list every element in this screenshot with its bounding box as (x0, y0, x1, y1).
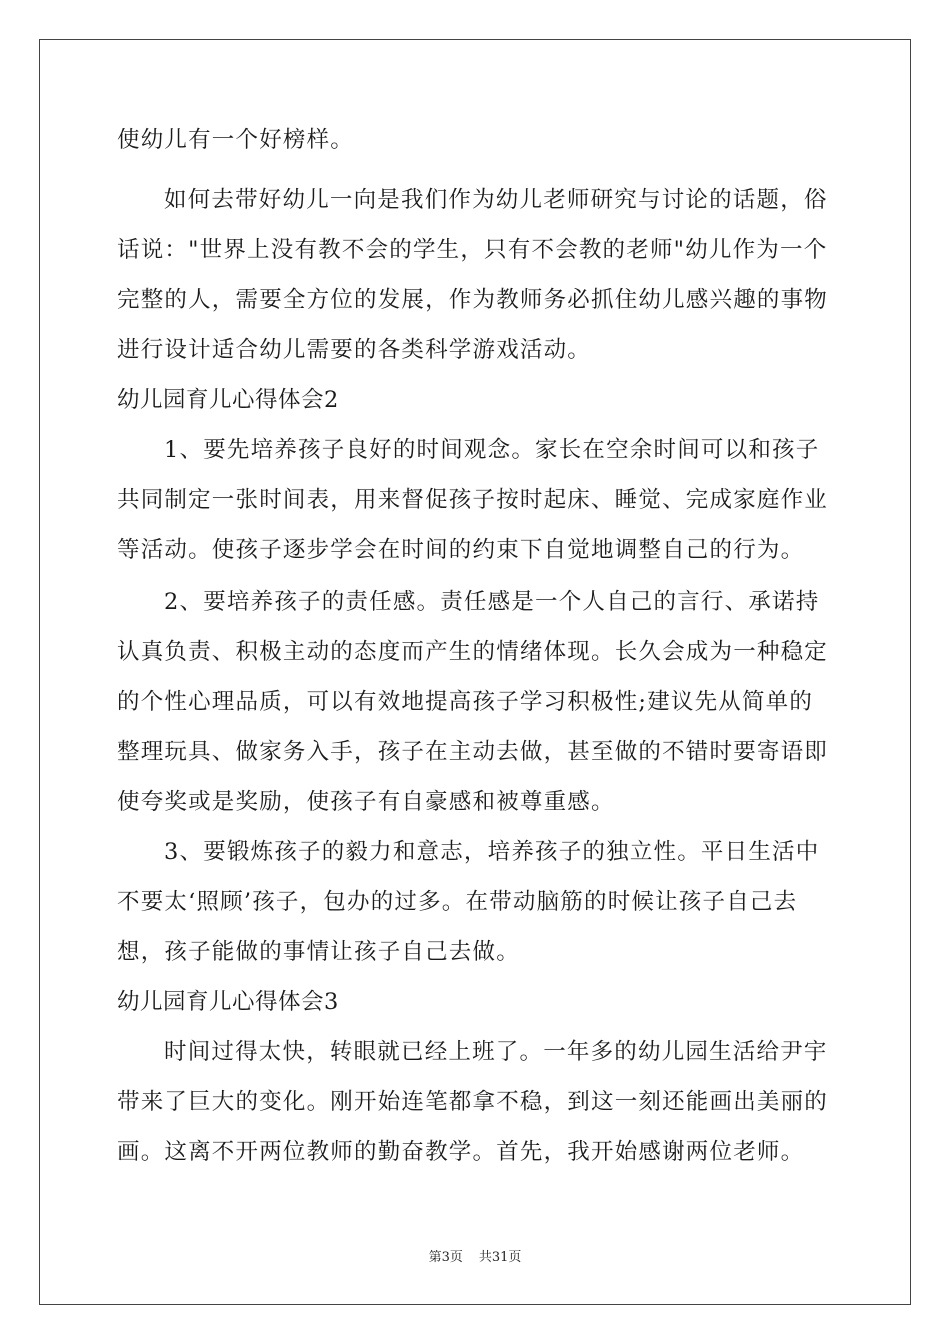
paragraph-line: 的个性心理品质，可以有效地提高孩子学习积极性;建议先从简单的 (117, 689, 814, 715)
paragraph-line: 2、要培养孩子的责任感。责任感是一个人自己的言行、承诺持 (164, 589, 820, 615)
paragraph-line: 画。这离不开两位教师的勤奋教学。首先，我开始感谢两位老师。 (117, 1139, 805, 1165)
page-total: 共31页 (478, 1250, 522, 1265)
section-heading: 幼儿园育儿心得体会3 (117, 989, 339, 1015)
paragraph-line: 如何去带好幼儿一向是我们作为幼儿老师研究与讨论的话题，俗 (164, 187, 828, 213)
page-number: 第3页 (428, 1250, 463, 1265)
section-heading: 幼儿园育儿心得体会2 (117, 387, 339, 413)
paragraph-line: 话说："世界上没有教不会的学生，只有不会教的老师"幼儿作为一个 (117, 237, 828, 263)
paragraph-line: 不要太‘照顾’孩子，包办的过多。在带动脑筋的时候让孩子自己去 (117, 889, 798, 915)
paragraph-line: 3、要锻炼孩子的毅力和意志，培养孩子的独立性。平日生活中 (164, 839, 820, 865)
paragraph-line: 进行设计适合幼儿需要的各类科学游戏活动。 (117, 337, 592, 363)
paragraph-line: 共同制定一张时间表，用来督促孩子按时起床、睡觉、完成家庭作业 (117, 487, 829, 513)
paragraph-line: 等活动。使孩子逐步学会在时间的约束下自觉地调整自己的行为。 (117, 537, 805, 563)
paragraph-line: 想，孩子能做的事情让孩子自己去做。 (117, 939, 520, 965)
page-footer (0, 1250, 950, 1266)
paragraph-line: 使幼儿有一个好榜样。 (117, 127, 355, 153)
paragraph-line: 1、要先培养孩子良好的时间观念。家长在空余时间可以和孩子 (164, 437, 820, 463)
paragraph-line: 带来了巨大的变化。刚开始连笔都拿不稳，到这一刻还能画出美丽的 (117, 1089, 829, 1115)
paragraph-line: 完整的人，需要全方位的发展，作为教师务必抓住幼儿感兴趣的事物 (117, 287, 829, 313)
paragraph-line: 整理玩具、做家务入手，孩子在主动去做，甚至做的不错时要寄语即 (117, 739, 829, 765)
paragraph-line: 时间过得太快，转眼就已经上班了。一年多的幼儿园生活给尹宇 (164, 1039, 828, 1065)
paragraph-line: 认真负责、积极主动的态度而产生的情绪体现。长久会成为一种稳定 (117, 639, 829, 665)
paragraph-line: 使夸奖或是奖励，使孩子有自豪感和被尊重感。 (117, 789, 615, 815)
